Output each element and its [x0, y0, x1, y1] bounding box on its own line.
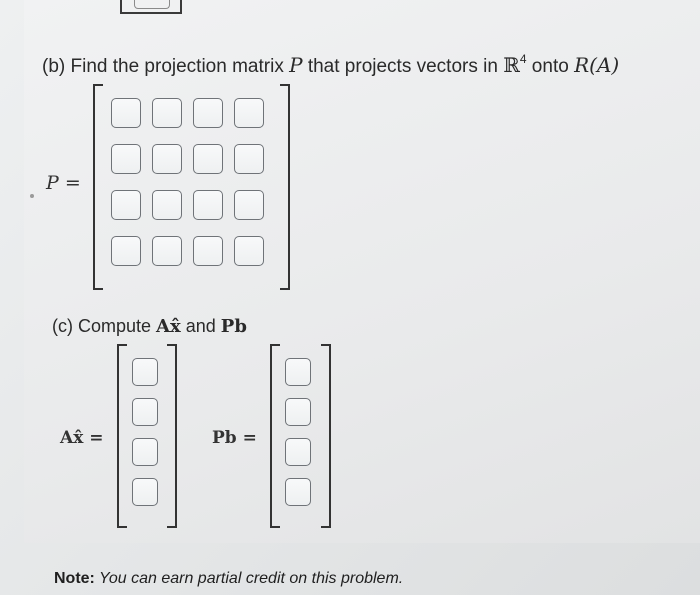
- matrix-P-entry-r2-c1[interactable]: [111, 144, 141, 174]
- note-bold: Note:: [54, 570, 95, 587]
- vector-Pb-entry-2[interactable]: [285, 398, 311, 426]
- part-c-prefix: (c) Compute: [52, 316, 157, 336]
- vector-Pb-left-bracket: [270, 344, 280, 528]
- matrix-P-entry-r3-c4[interactable]: [234, 190, 264, 220]
- vector-Ax-label: Ax̂ =: [60, 428, 104, 448]
- matrix-P-entry-r4-c1[interactable]: [111, 236, 141, 266]
- matrix-P-right-bracket: [280, 84, 290, 290]
- note-italic: You can earn partial credit on this problem.: [94, 570, 404, 587]
- matrix-P-entry-r3-c3[interactable]: [193, 190, 223, 220]
- vector-Ax-entry-3[interactable]: [132, 438, 158, 466]
- matrix-P-entry-r2-c3[interactable]: [193, 144, 223, 174]
- matrix-P-entry-r3-c2[interactable]: [152, 190, 182, 220]
- part-b-exp: 4: [519, 52, 527, 66]
- stray-mark: [30, 194, 34, 198]
- part-b-P: P: [289, 53, 303, 77]
- part-c-and: and: [180, 316, 221, 336]
- part-b-prefix: (b) Find the projection matrix: [42, 56, 290, 77]
- vector-Ax-left-bracket: [117, 344, 127, 528]
- vector-Ax-right-bracket: [167, 344, 177, 528]
- matrix-P-label: P =: [46, 172, 81, 194]
- matrix-P-entry-r1-c3[interactable]: [193, 98, 223, 128]
- part-c-Pb: Pb: [220, 316, 247, 337]
- vector-Pb-label: Pb =: [212, 428, 257, 448]
- vector-Pb-entry-3[interactable]: [285, 438, 311, 466]
- previous-answer-bracket-fragment: [120, 0, 182, 14]
- part-c-Ax: Ax̂: [156, 316, 181, 337]
- matrix-P-entry-r2-c4[interactable]: [234, 144, 264, 174]
- vector-Pb-entry-1[interactable]: [285, 358, 311, 386]
- matrix-P-entry-r1-c1[interactable]: [111, 98, 141, 128]
- vector-Pb-right-bracket: [321, 344, 331, 528]
- matrix-P-entry-r4-c4[interactable]: [234, 236, 264, 266]
- matrix-P-entry-r1-c4[interactable]: [234, 98, 264, 128]
- part-b-RA: R(A): [574, 53, 620, 77]
- matrix-P-entry-r3-c1[interactable]: [111, 190, 141, 220]
- part-b-heading: [42, 52, 619, 78]
- matrix-P-entry-r2-c2[interactable]: [152, 144, 182, 174]
- vector-Ax-entry-2[interactable]: [132, 398, 158, 426]
- part-b-mid: that projects vectors in: [302, 56, 504, 77]
- vector-Ax-entry-1[interactable]: [132, 358, 158, 386]
- vector-Pb-entry-4[interactable]: [285, 478, 311, 506]
- matrix-P-entry-r4-c3[interactable]: [193, 236, 223, 266]
- matrix-P-entry-r1-c2[interactable]: [152, 98, 182, 128]
- matrix-P-left-bracket: [93, 84, 103, 290]
- note-text: [54, 570, 403, 588]
- part-b-onto: onto: [526, 56, 575, 77]
- matrix-P-entry-r4-c2[interactable]: [152, 236, 182, 266]
- part-c-heading: [52, 316, 247, 337]
- vector-Ax-entry-4[interactable]: [132, 478, 158, 506]
- part-b-R: ℝ: [503, 53, 520, 77]
